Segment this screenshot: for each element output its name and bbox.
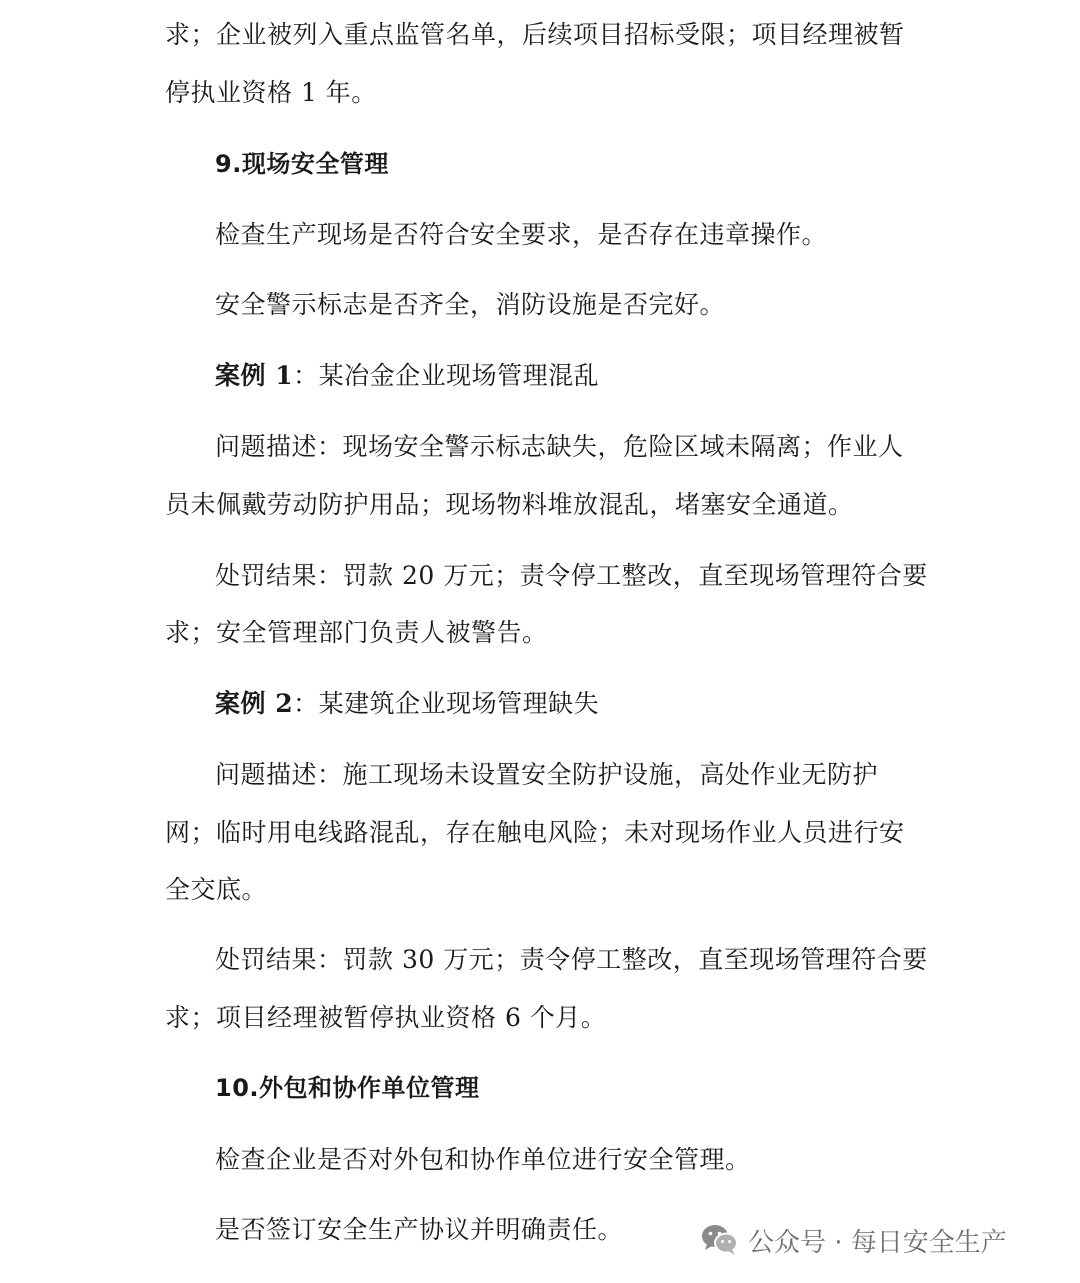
case-title-text: ：某建筑企业现场管理缺失 [293,689,600,718]
paragraph-line: 检查生产现场是否符合安全要求，是否存在违章操作。 [215,220,828,249]
paragraph-line: 求；安全管理部门负责人被警告。 [165,618,548,647]
paragraph-line: 员未佩戴劳动防护用品；现场物料堆放混乱，堵塞安全通道。 [165,490,854,519]
paragraph-line: 网；临时用电线路混乱，存在触电风险；未对现场作业人员进行安 [165,818,905,847]
paragraph-line: 停执业资格 1 年。 [165,78,377,107]
paragraph-line: 是否签订安全生产协议并明确责任。 [215,1215,624,1244]
paragraph-line: 问题描述：施工现场未设置安全防护设施，高处作业无防护 [215,760,879,789]
section-heading-10: 10.外包和协作单位管理 [215,1074,480,1102]
wechat-icon [700,1223,740,1257]
case-title-2 [215,686,599,722]
case-title-1 [215,358,599,394]
paragraph-line: 问题描述：现场安全警示标志缺失，危险区域未隔离；作业人 [215,432,904,461]
watermark-text: 公众号 · 每日安全生产 [748,1227,1007,1258]
paragraph-line: 全交底。 [165,875,268,904]
paragraph-line: 安全警示标志是否齐全，消防设施是否完好。 [215,290,726,319]
paragraph-line: 检查企业是否对外包和协作单位进行安全管理。 [215,1145,751,1174]
wechat-watermark [700,1220,1007,1260]
section-heading-9: 9.现场安全管理 [215,150,389,178]
case-label: 案例 1 [215,361,294,390]
paragraph-line: 处罚结果：罚款 20 万元；责令停工整改，直至现场管理符合要 [215,561,928,590]
case-title-text: ：某冶金企业现场管理混乱 [293,361,600,390]
paragraph-line: 处罚结果：罚款 30 万元；责令停工整改，直至现场管理符合要 [215,945,928,974]
paragraph-line: 求；项目经理被暂停执业资格 6 个月。 [165,1003,607,1032]
paragraph-line: 求；企业被列入重点监管名单，后续项目招标受限；项目经理被暂 [165,20,905,49]
case-label: 案例 2 [215,689,294,718]
